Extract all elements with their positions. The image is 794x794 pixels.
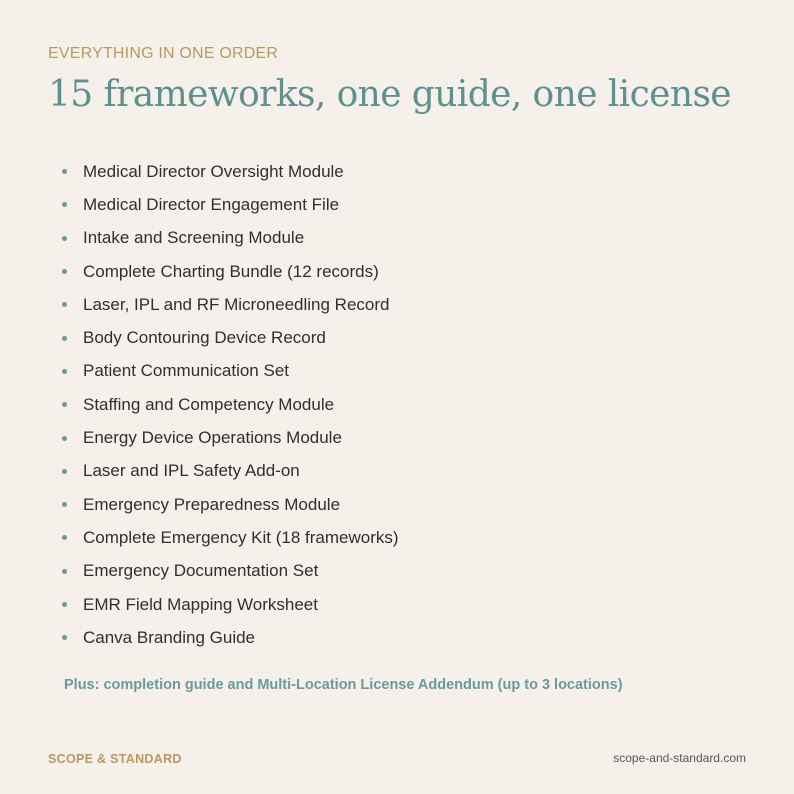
plus-note: Plus: completion guide and Multi-Location License Addendum (up to 3 locations)	[64, 677, 623, 693]
list-item	[62, 288, 399, 321]
bullet-icon	[62, 269, 67, 274]
bullet-icon	[62, 336, 67, 341]
eyebrow-label: EVERYTHING IN ONE ORDER	[48, 45, 279, 62]
list-item	[62, 555, 399, 588]
list-item-label: Laser and IPL Safety Add-on	[83, 461, 300, 481]
list-item	[62, 621, 399, 654]
list-item	[62, 388, 399, 421]
list-item	[62, 321, 399, 354]
bullet-icon	[62, 502, 67, 507]
list-item	[62, 421, 399, 454]
list-item-label: Emergency Documentation Set	[83, 561, 319, 581]
list-item-label: Complete Charting Bundle (12 records)	[83, 261, 379, 281]
framework-list	[62, 155, 399, 654]
page-title: 15 frameworks, one guide, one license	[48, 74, 732, 115]
list-item	[62, 255, 399, 288]
list-item	[62, 155, 399, 188]
list-item-label: Emergency Preparedness Module	[83, 494, 341, 514]
list-item-label: Patient Communication Set	[83, 361, 289, 381]
bullet-icon	[62, 469, 67, 474]
list-item	[62, 222, 399, 255]
bullet-icon	[62, 436, 67, 441]
list-item	[62, 355, 399, 388]
bullet-icon	[62, 369, 67, 374]
list-item-label: Body Contouring Device Record	[83, 328, 326, 348]
bullet-icon	[62, 202, 67, 207]
brand-name: SCOPE & STANDARD	[48, 752, 182, 766]
list-item	[62, 588, 399, 621]
list-item-label: EMR Field Mapping Worksheet	[83, 594, 318, 614]
list-item-label: Complete Emergency Kit (18 frameworks)	[83, 527, 399, 547]
list-item-label: Laser, IPL and RF Microneedling Record	[83, 294, 390, 314]
list-item-label: Intake and Screening Module	[83, 228, 305, 248]
bullet-icon	[62, 169, 67, 174]
bullet-icon	[62, 236, 67, 241]
list-item	[62, 521, 399, 554]
website-url: scope-and-standard.com	[613, 751, 746, 765]
bullet-icon	[62, 402, 67, 407]
list-item	[62, 188, 399, 221]
bullet-icon	[62, 602, 67, 607]
list-item	[62, 488, 399, 521]
list-item-label: Energy Device Operations Module	[83, 428, 342, 448]
bullet-icon	[62, 535, 67, 540]
list-item-label: Medical Director Engagement File	[83, 194, 340, 214]
bullet-icon	[62, 635, 67, 640]
bullet-icon	[62, 302, 67, 307]
list-item-label: Medical Director Oversight Module	[83, 161, 344, 181]
list-item-label: Canva Branding Guide	[83, 627, 256, 647]
list-item-label: Staffing and Competency Module	[83, 394, 335, 414]
bullet-icon	[62, 569, 67, 574]
list-item	[62, 455, 399, 488]
